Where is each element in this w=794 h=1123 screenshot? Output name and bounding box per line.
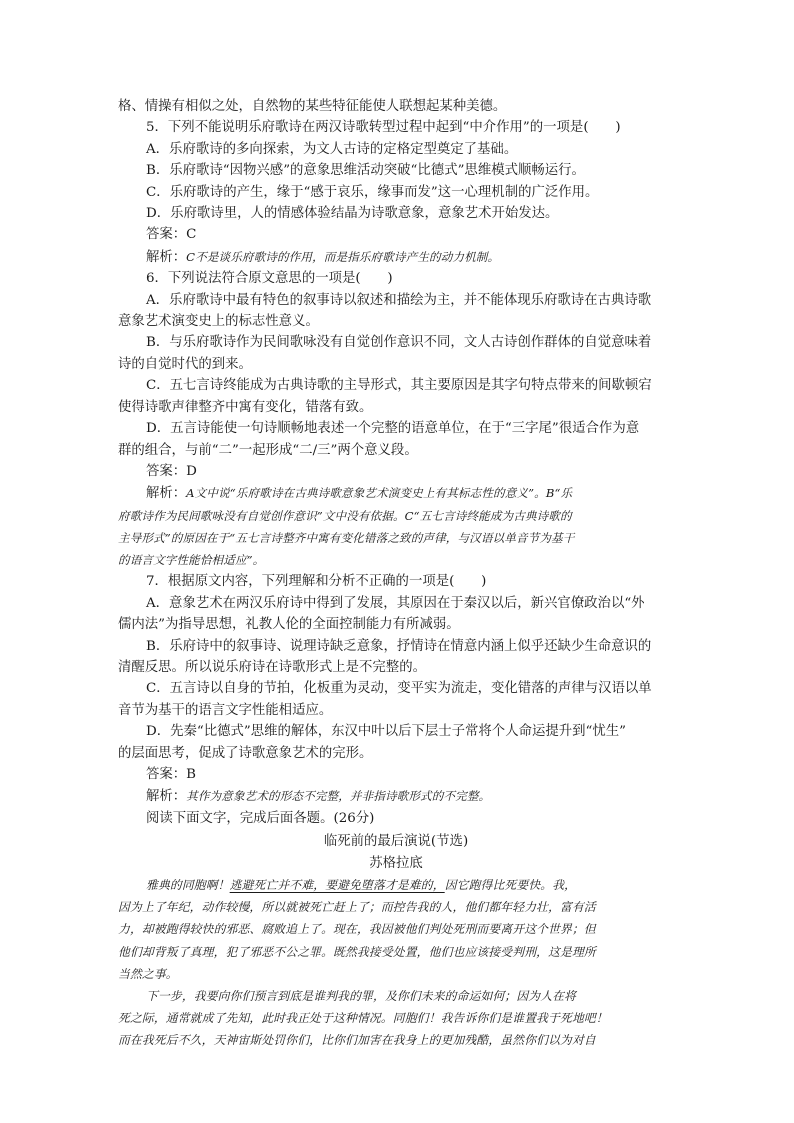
passage-paragraph-2: 下一步，我要向你们预言到底是谁判我的罪，及你们未来的命运如何；因为人在将: [146, 989, 577, 1004]
explanation-label: 解析：: [146, 486, 187, 502]
explanation-label: 解析：: [146, 249, 187, 265]
question-6-answer: [118, 461, 674, 482]
question-5-answer: [118, 224, 674, 245]
reading-instruction: 阅读下面文字，完成后面各题。(26分): [146, 810, 375, 826]
question-6-explanation-cont: 的语言文字性能恰相适应”。: [118, 553, 265, 568]
explanation-text: C不是谈乐府歌诗的作用，而是指乐府歌诗产生的动力机制。: [186, 249, 500, 264]
answer-value: C: [186, 227, 197, 243]
question-7-option-a-cont: 儒内法”为指导思想，礼教人伦的全面控制能力有所减弱。: [118, 617, 460, 633]
answer-label: 答案：: [146, 766, 187, 782]
question-5-option-b: B．乐府歌诗“因物兴感”的意象思维活动突破“比德式”思维模式顺畅运行。: [146, 163, 585, 179]
passage-line: 因为上了年纪，动作较慢，所以就被死亡赶上了；而控告我的人，他们都年轻力壮，富有活: [118, 900, 596, 915]
answer-value: B: [186, 766, 197, 782]
passage-title: 临死前的最后演说(节选): [323, 834, 469, 850]
question-6-option-b: B．与乐府歌诗作为民间歌咏没有自觉创作意识不同，文人古诗创作群体的自觉意味着: [146, 335, 652, 351]
passage-line: 当然之事。: [118, 966, 178, 981]
question-6-option-a-cont: 意象艺术演变史上的标志性意义。: [118, 314, 319, 330]
explanation-text: A文中说“乐府歌诗在古典诗歌意象艺术演变史上有其标志性的意义”。B“乐: [186, 486, 573, 501]
question-6-explanation: [118, 482, 674, 504]
question-7-option-c-cont: 音节为基干的语言文字性能相适应。: [118, 702, 333, 718]
passage-line: 而在我死后不久，天神宙斯处罚你们，比你们加害在我身上的更加残酷，虽然你们以为对自: [118, 1033, 596, 1048]
passage-text: 因它跑得比死要快。我，: [444, 878, 577, 893]
question-7-answer: [118, 764, 674, 785]
question-6-option-c: C．五七言诗终能成为古典诗歌的主导形式，其主要原因是其字句特点带来的间歇顿宕: [146, 378, 652, 394]
document-page: [118, 96, 674, 1052]
question-7-stem: 7．根据原文内容，下列理解和分析不正确的一项是( ): [146, 574, 487, 590]
question-6-option-c-cont: 使得诗歌声律整齐中寓有变化，错落有致。: [118, 399, 373, 415]
text-line: 格、情操有相似之处，自然物的某些特征能使人联想起某种美德。: [118, 99, 507, 114]
underlined-sentence: 逃避死亡并不难，要避免堕落才是难的，: [229, 878, 445, 893]
passage-line: 他们却背叛了真理，犯了邪恶不公之罪。既然我接受处置，他们也应该接受判刑，这是理所: [118, 944, 596, 959]
question-6-option-d: D．五言诗能使一句诗顺畅地表述一个完整的语意单位，在于“三字尾”很适合作为意: [146, 421, 640, 437]
question-7-option-b: B．乐府诗中的叙事诗、说理诗缺乏意象，抒情诗在情意内涵上似乎还缺少生命意识的: [146, 638, 652, 654]
passage-line: 死之际，通常就成了先知，此时我正处于这种情况。同胞们！我告诉你们是谁置我于死地吧！: [118, 1011, 608, 1026]
answer-value: D: [186, 463, 197, 479]
question-5-explanation: [118, 246, 674, 268]
question-7-option-a: A．意象艺术在两汉乐府诗中得到了发展，其原因在于秦汉以后，新兴官僚政治以“外: [146, 595, 645, 611]
question-6-option-b-cont: 诗的自觉时代的到来。: [118, 356, 252, 372]
question-6-explanation-cont: 府歌诗作为民间歌咏没有自觉创作意识”文中没有依据。C“五七言诗终能成为古典诗歌的: [118, 508, 572, 523]
question-7-explanation: [118, 785, 674, 807]
passage-line: 力，却被跑得较快的邪恶、腐败追上了。现在，我因被他们判处死刑而要离开这个世界；但: [118, 922, 596, 937]
question-5-option-c: C．乐府歌诗的产生，缘于“感于哀乐，缘事而发”这一心理机制的广泛作用。: [146, 184, 599, 200]
passage-author: 苏格拉底: [369, 855, 423, 871]
question-5-option-a: A．乐府歌诗的多向探索，为文人古诗的定格定型奠定了基础。: [146, 141, 518, 157]
passage-text: 雅典的同胞啊！: [146, 878, 230, 893]
question-6-explanation-cont: 主导形式”的原因在于“五七言诗整齐中寓有变化错落之致的声律，与汉语以单音节为基干: [118, 530, 575, 545]
question-6-stem: 6．下列说法符合原文意思的一项是( ): [146, 271, 393, 287]
question-7-option-c: C．五言诗以自身的节拍，化板重为灵动，变平实为流走，变化错落的声律与汉语以单: [146, 681, 652, 697]
explanation-text: 其作为意象艺术的形态不完整，并非指诗歌形式的不完整。: [186, 789, 491, 804]
question-5-option-d: D．乐府歌诗里，人的情感体验结晶为诗歌意象，意象艺术开始发达。: [146, 206, 559, 222]
question-7-option-d: D．先秦“比德式”思维的解体，东汉中叶以后下层士子常将个人命运提升到“忧生”: [146, 724, 627, 740]
question-7-option-b-cont: 清醒反思。所以说乐府诗在诗歌形式上是不完整的。: [118, 659, 426, 675]
question-6-option-d-cont: 群的组合，与前“二”一起形成“二/三”两个意义段。: [118, 442, 418, 458]
answer-label: 答案：: [146, 227, 187, 243]
question-7-option-d-cont: 的层面思考，促成了诗歌意象艺术的完形。: [118, 745, 373, 761]
explanation-label: 解析：: [146, 789, 187, 805]
question-6-option-a: A．乐府歌诗中最有特色的叙事诗以叙述和描绘为主，并不能体现乐府歌诗在古典诗歌: [146, 292, 652, 308]
passage-paragraph-1: [118, 874, 674, 896]
question-5-stem: 5．下列不能说明乐府歌诗在两汉诗歌转型过程中起到“中介作用”的一项是( ): [146, 120, 621, 136]
answer-label: 答案：: [146, 463, 187, 479]
